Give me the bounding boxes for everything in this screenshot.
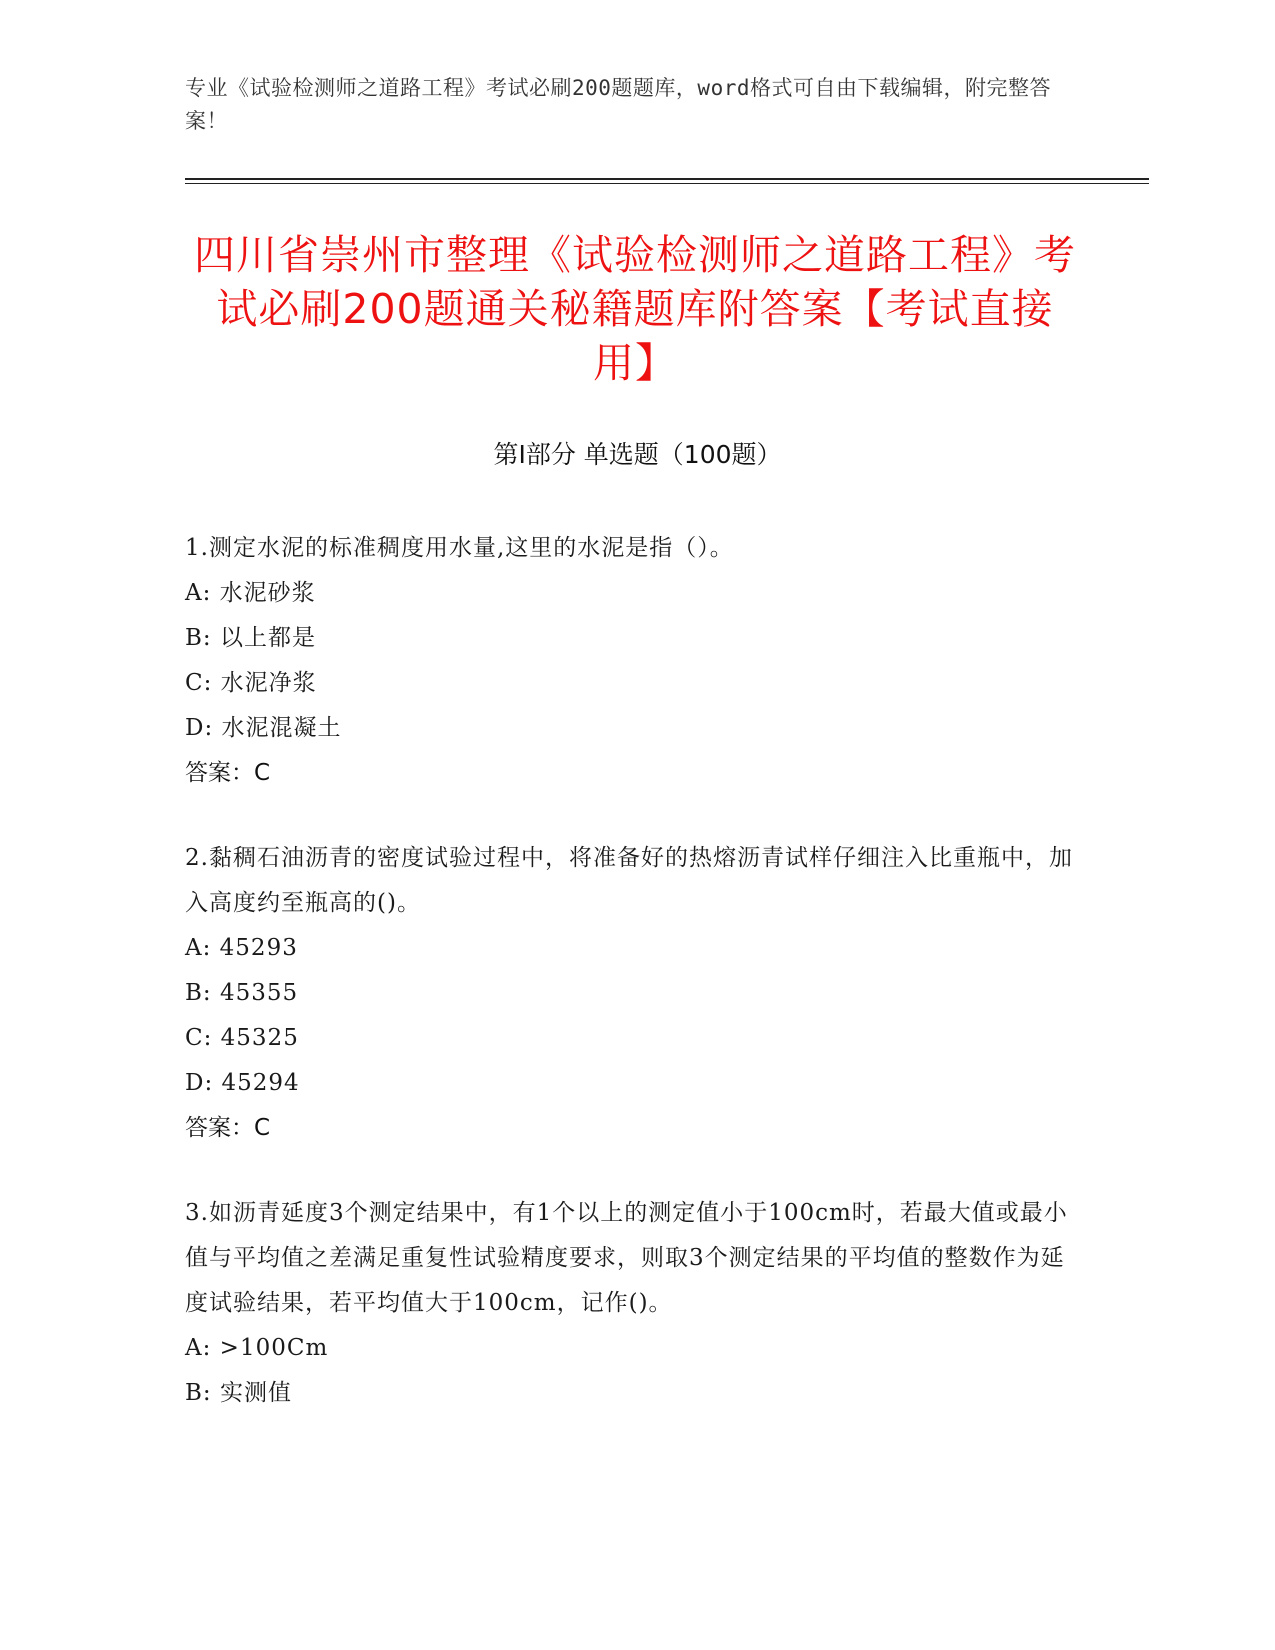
question-stem: 1.测定水泥的标准稠度用水量,这里的水泥是指（）。 bbox=[185, 535, 734, 561]
document-title: 四川省崇州市整理《试验检测师之道路工程》考试必刷200题通关秘籍题库附答案【考试直接用】 bbox=[194, 231, 1076, 387]
question-2 bbox=[185, 836, 1085, 1151]
option-c: C: 45325 bbox=[185, 1025, 299, 1051]
option-b: B: 实测值 bbox=[185, 1380, 292, 1406]
header-divider-thick bbox=[185, 178, 1149, 180]
question-stem: 2.黏稠石油沥青的密度试验过程中，将准备好的热熔沥青试样仔细注入比重瓶中，加入高度约至瓶高的()。 bbox=[185, 845, 1073, 916]
section-heading: 第Ⅰ部分 单选题（100题） bbox=[493, 440, 782, 469]
option-a: A: 45293 bbox=[185, 935, 298, 961]
option-a: A: 水泥砂浆 bbox=[185, 580, 316, 606]
question-3 bbox=[185, 1191, 1085, 1416]
option-b: B: 以上都是 bbox=[185, 625, 316, 651]
header-note: 专业《试验检测师之道路工程》考试必刷200题题库，word格式可自由下载编辑，附完整答案！ bbox=[185, 76, 1051, 133]
question-1 bbox=[185, 526, 1085, 796]
answer-line: 答案：C bbox=[185, 760, 271, 786]
option-b: B: 45355 bbox=[185, 980, 299, 1006]
option-d: D: 45294 bbox=[185, 1070, 300, 1096]
answer-line: 答案：C bbox=[185, 1115, 271, 1141]
option-d: D: 水泥混凝土 bbox=[185, 715, 342, 741]
option-a: A: >100Cm bbox=[185, 1335, 329, 1361]
option-c: C: 水泥净浆 bbox=[185, 670, 317, 696]
question-stem: 3.如沥青延度3个测定结果中，有1个以上的测定值小于100cm时，若最大值或最小值与平均值之差满足重复性试验精度要求，则取3个测定结果的平均值的整数作为延度试验结果，若平均值大于100cm，记作()。 bbox=[185, 1200, 1068, 1316]
question-list bbox=[185, 526, 1085, 1456]
header-divider-thin bbox=[185, 183, 1149, 184]
